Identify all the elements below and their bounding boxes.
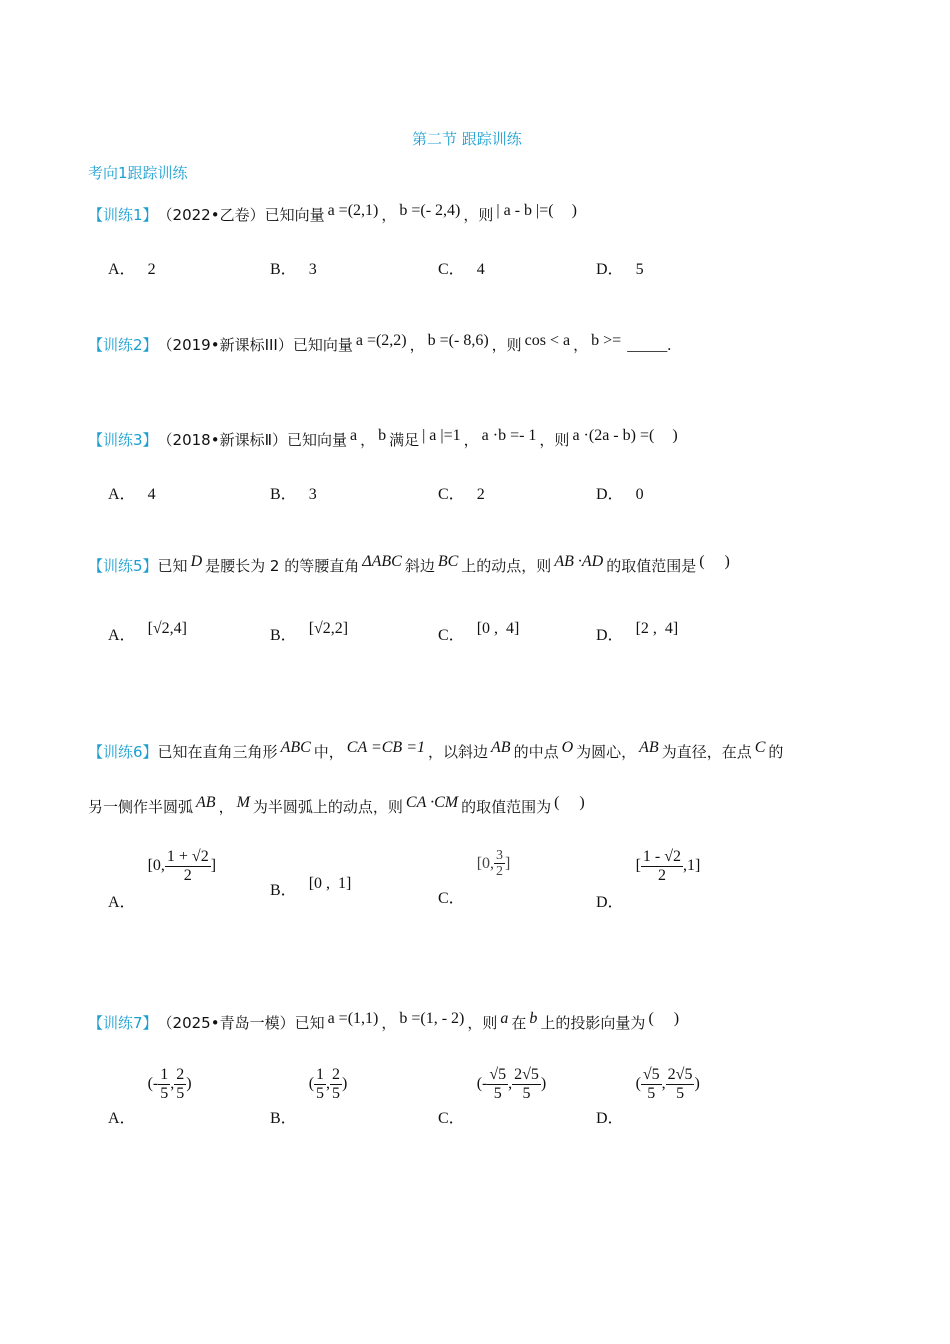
math-expr: M <box>236 794 250 811</box>
option-c[interactable] <box>438 256 485 279</box>
question-text: 另一侧作半圆弧 <box>88 798 194 816</box>
question-3 <box>88 429 681 450</box>
math-expr: BC <box>437 553 459 570</box>
option-d[interactable] <box>596 848 701 912</box>
option-value <box>636 1066 700 1102</box>
option-value: 0 <box>635 486 644 503</box>
question-text: （2019•新课标III）已知向量 <box>157 336 353 354</box>
fraction-suffix: ,1] <box>683 857 701 875</box>
fraction-numerator: 2√5 <box>667 1066 693 1083</box>
option-label: D． <box>596 1110 624 1128</box>
question-text: 为半圆弧上的动点，则 <box>252 798 403 816</box>
question-text: 上的动点，则 <box>461 557 552 575</box>
option-d[interactable] <box>596 1066 700 1128</box>
answer-paren: ( ) <box>699 553 730 570</box>
fraction-denominator: 2 <box>657 866 666 884</box>
math-expr: a ·(2a - b) =( <box>572 427 655 444</box>
option-value <box>309 1066 348 1102</box>
question-text: 在 <box>511 1014 527 1032</box>
question-text: ，则 <box>467 1014 498 1032</box>
option-c[interactable] <box>438 481 485 504</box>
question-text: 为直径，在点 <box>661 743 752 761</box>
question-text: 满足 <box>389 431 420 449</box>
question-tag: 【训练1】 <box>88 206 158 224</box>
option-d[interactable] <box>596 256 644 279</box>
option-label: B． <box>270 486 297 503</box>
fraction-suffix: ] <box>210 857 217 875</box>
fraction-prefix: (- <box>147 1075 159 1093</box>
question-1 <box>88 204 580 225</box>
option-value: 5 <box>635 261 644 278</box>
question-text: 为圆心， <box>576 743 637 761</box>
math-expr: CA ·CM <box>405 794 459 811</box>
fraction-denominator: 5 <box>676 1084 685 1102</box>
option-d[interactable] <box>596 622 678 645</box>
option-a[interactable] <box>108 622 187 645</box>
question-text: ， <box>463 431 479 449</box>
question-text: ， <box>573 336 589 354</box>
fraction-denominator: 5 <box>316 1084 325 1102</box>
option-b[interactable] <box>270 1066 348 1128</box>
math-expr: b >= <box>591 332 622 349</box>
math-expr: a =(1,1) <box>327 1010 379 1027</box>
fraction-denominator: 2 <box>183 866 192 884</box>
question-text: ， <box>381 1014 397 1032</box>
question-text: （2025•青岛一模）已知 <box>157 1014 325 1032</box>
option-label: D． <box>596 894 624 912</box>
fraction-suffix: ) <box>342 1075 348 1093</box>
question-text: 的取值范围是 <box>606 557 697 575</box>
fraction-numerator: 1 + √2 <box>166 848 209 865</box>
question-text: （2022•乙卷）已知向量 <box>157 206 325 224</box>
option-value: 4 <box>147 486 156 503</box>
option-label: C． <box>438 889 465 907</box>
option-label: D． <box>596 261 624 278</box>
fraction-suffix: ) <box>694 1075 700 1093</box>
option-label: C． <box>438 486 465 503</box>
option-label: B． <box>270 1110 297 1128</box>
question-7 <box>88 1012 682 1033</box>
answer-blank[interactable]: _____. <box>627 337 672 354</box>
question-text: 已知 <box>157 557 188 575</box>
question-text: ， <box>218 798 234 816</box>
question-text: ，则 <box>491 336 522 354</box>
fraction-numerator: 2 <box>176 1066 185 1083</box>
question-6-line-1 <box>88 741 783 762</box>
math-expr: AB <box>196 794 216 811</box>
answer-paren: ) <box>660 427 678 444</box>
fraction-prefix: [0, <box>147 857 165 875</box>
fraction-numerator: 1 <box>160 1066 169 1083</box>
fraction-prefix: [0, <box>476 854 495 872</box>
fraction-denominator: 5 <box>522 1084 531 1102</box>
fraction <box>165 848 211 884</box>
option-b[interactable] <box>270 481 317 504</box>
question-tag: 【训练7】 <box>88 1014 158 1032</box>
option-label: B． <box>270 627 297 644</box>
fraction-numerator: 1 <box>316 1066 325 1083</box>
fraction <box>641 1066 662 1102</box>
option-value <box>148 1066 192 1102</box>
section-title: 考向1跟踪训练 <box>88 164 188 182</box>
fraction <box>314 1066 326 1102</box>
option-c[interactable] <box>438 622 519 645</box>
question-text: 已知在直角三角形 <box>157 743 278 761</box>
option-label: C． <box>438 627 465 644</box>
option-a[interactable] <box>108 481 156 504</box>
math-expr: | a - b |=( <box>496 202 554 219</box>
question-text: 的取值范围为 <box>461 798 552 816</box>
fraction-denominator: 5 <box>332 1084 341 1102</box>
option-value: [√2,2] <box>308 620 349 637</box>
question-text: 斜边 <box>404 557 435 575</box>
fraction-numerator: 1 - √2 <box>642 848 681 865</box>
option-b[interactable] <box>270 877 351 900</box>
math-expr: | a |=1 <box>422 427 461 444</box>
separator: , <box>508 1075 513 1093</box>
option-value: 2 <box>476 486 485 503</box>
option-a[interactable] <box>108 848 217 912</box>
option-value: 3 <box>308 486 317 503</box>
option-value: 3 <box>308 261 317 278</box>
fraction <box>641 848 683 884</box>
option-a[interactable] <box>108 256 156 279</box>
option-label: D． <box>596 486 624 503</box>
fraction-numerator: √5 <box>642 1066 660 1083</box>
option-label: C． <box>438 261 465 278</box>
answer-paren: ) <box>559 202 577 219</box>
question-text: ，则 <box>463 206 494 224</box>
question-text: ， <box>381 206 397 224</box>
math-expr: b <box>529 1010 538 1027</box>
page-title: 第二节 跟踪训练 <box>412 130 522 148</box>
fraction <box>158 1066 170 1102</box>
fraction-suffix: ) <box>540 1075 547 1093</box>
fraction-denominator: 5 <box>647 1084 656 1102</box>
math-expr: a =(2,2) <box>355 332 407 349</box>
fraction-denominator: 5 <box>176 1084 185 1102</box>
question-2 <box>88 334 674 355</box>
fraction <box>666 1066 695 1102</box>
option-value <box>148 848 216 884</box>
option-value <box>636 848 701 884</box>
option-value <box>477 1066 547 1102</box>
question-tag: 【训练5】 <box>88 557 158 575</box>
fraction-numerator: √5 <box>489 1066 507 1083</box>
option-value: [√2,4] <box>147 620 187 637</box>
fraction <box>487 1066 508 1102</box>
question-tag: 【训练6】 <box>88 743 158 761</box>
question-text: ，则 <box>539 431 570 449</box>
question-text: 上的投影向量为 <box>540 1014 646 1032</box>
fraction-prefix: ( <box>635 1075 641 1093</box>
math-expr: a <box>349 427 358 444</box>
math-expr: CA =CB =1 <box>346 739 425 756</box>
question-text: 是腰长为 2 的等腰直角 <box>205 557 360 575</box>
math-expr: D <box>190 553 203 570</box>
option-label: A． <box>108 1110 136 1128</box>
question-6-line-2 <box>88 796 588 817</box>
question-tag: 【训练3】 <box>88 431 158 449</box>
math-expr: b =(- 8,6) <box>427 332 489 349</box>
math-expr: C <box>754 739 766 756</box>
option-value: [0 , 4] <box>476 620 520 637</box>
separator: , <box>326 1075 331 1093</box>
fraction <box>174 1066 186 1102</box>
question-text: 的 <box>768 743 784 761</box>
fraction-numerator: 2 <box>332 1066 341 1083</box>
math-expr: b =(1, - 2) <box>399 1010 465 1027</box>
math-expr: AB ·AD <box>554 553 604 570</box>
option-d[interactable] <box>596 481 644 504</box>
option-label: A． <box>108 894 136 912</box>
fraction-suffix: ) <box>186 1075 192 1093</box>
question-text: ，以斜边 <box>428 743 489 761</box>
option-b[interactable] <box>270 622 348 645</box>
fraction <box>494 848 505 880</box>
question-tag: 【训练2】 <box>88 336 158 354</box>
fraction <box>512 1066 541 1102</box>
option-b[interactable] <box>270 256 317 279</box>
option-label: A． <box>108 486 136 503</box>
question-5 <box>88 555 733 576</box>
question-text: 的中点 <box>513 743 559 761</box>
fraction-suffix: ] <box>505 854 511 872</box>
math-expr: b <box>378 427 387 444</box>
question-text: 中， <box>313 743 344 761</box>
fraction-prefix: ( <box>308 1075 315 1093</box>
option-c[interactable] <box>438 1066 547 1128</box>
option-a[interactable] <box>108 1066 192 1128</box>
math-expr: O <box>561 739 574 756</box>
option-value: 4 <box>476 261 485 278</box>
option-value <box>477 848 511 880</box>
option-value: [0 , 1] <box>308 875 352 892</box>
question-text: ， <box>409 336 425 354</box>
math-expr: AB <box>639 739 659 756</box>
math-expr: a =(2,1) <box>327 202 379 219</box>
option-value: [2 , 4] <box>635 620 679 637</box>
separator: , <box>170 1075 175 1093</box>
option-value: 2 <box>147 261 156 278</box>
option-label: D． <box>596 627 624 644</box>
separator: , <box>661 1075 666 1093</box>
fraction <box>330 1066 342 1102</box>
fraction-denominator: 5 <box>493 1084 502 1102</box>
option-label: B． <box>270 261 297 278</box>
option-label: B． <box>270 882 297 899</box>
question-text: ， <box>360 431 376 449</box>
option-label: C． <box>438 1110 465 1128</box>
option-c[interactable] <box>438 848 511 907</box>
math-expr: ABC <box>280 739 311 756</box>
fraction-numerator: 2√5 <box>514 1066 539 1083</box>
option-label: A． <box>108 627 136 644</box>
fraction-denominator: 2 <box>496 864 504 880</box>
math-expr: cos < a <box>524 332 571 349</box>
math-expr: a <box>500 1010 509 1027</box>
fraction-denominator: 5 <box>160 1084 169 1102</box>
question-text: （2018•新课标Ⅱ）已知向量 <box>157 431 347 449</box>
math-expr: b =(- 2,4) <box>399 202 461 219</box>
answer-paren: ( ) <box>554 794 585 811</box>
math-expr: a ·b =- 1 <box>481 427 537 444</box>
math-expr: AB <box>491 739 511 756</box>
fraction-numerator: 3 <box>496 848 504 863</box>
option-label: A． <box>108 261 136 278</box>
answer-paren: ( ) <box>648 1010 680 1027</box>
math-expr: ΔABC <box>362 553 402 570</box>
fraction-prefix: (- <box>476 1075 488 1093</box>
fraction-prefix: [ <box>635 857 641 875</box>
